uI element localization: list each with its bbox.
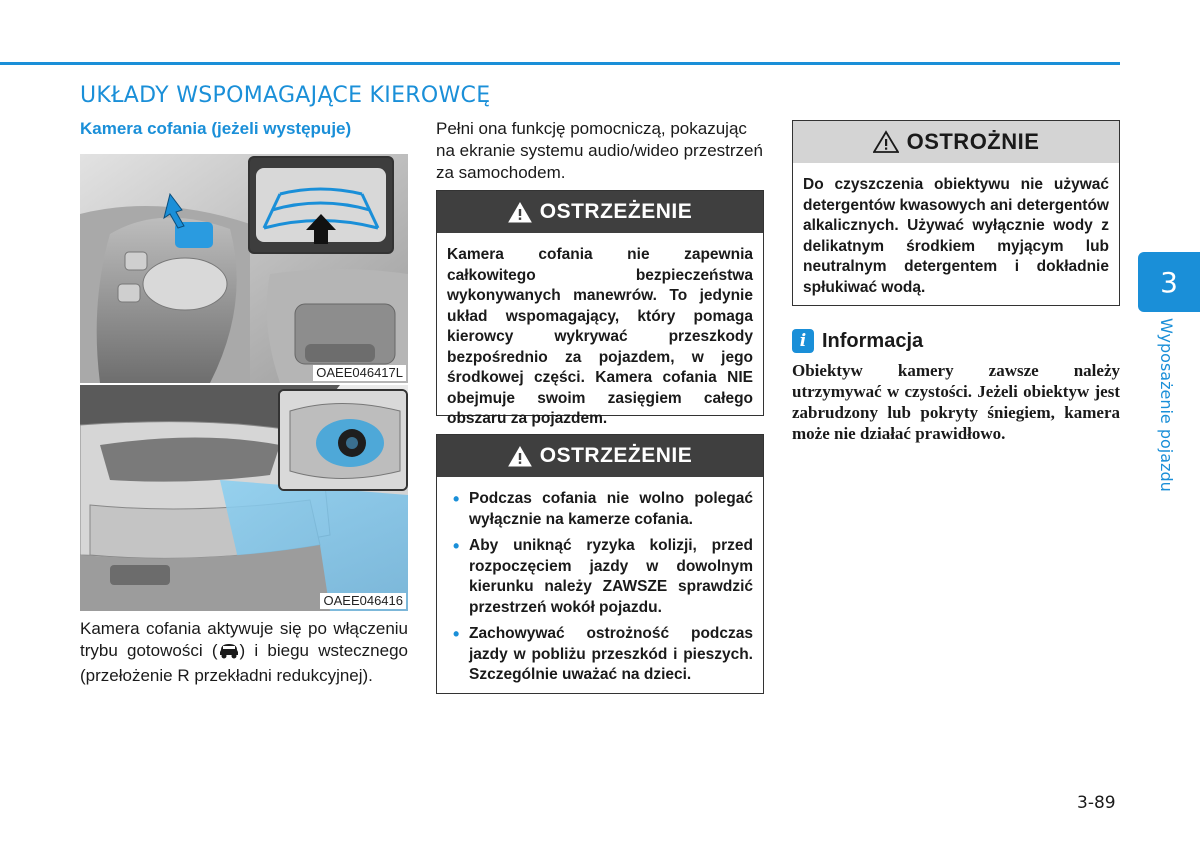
- caution-text: Do czyszczenia obiektywu nie używać detergentów kwasowych ani detergentów alkalicznych. Używać wyłącznie wody z delikatnym środkiem myjącym lub neutralnym detergentem i dokładnie spłukiwać wodą.: [803, 176, 1109, 296]
- section-title: UKŁADY WSPOMAGAJĄCE KIEROWCĘ: [80, 83, 491, 108]
- bullet-icon: •: [453, 489, 460, 509]
- warning-list-body: [437, 477, 763, 686]
- rear-camera-figure: [80, 385, 408, 611]
- warning-triangle-icon: [508, 445, 532, 467]
- camera-closeup-inset: [278, 389, 408, 491]
- figure-code: OAEE046417L: [313, 365, 406, 381]
- info-title: Informacja: [822, 329, 924, 352]
- gear-selector-figure: [80, 154, 408, 383]
- camera-display-inset: [248, 156, 394, 254]
- camera-view-screen: [250, 158, 392, 252]
- header-rule: [0, 62, 1120, 65]
- chapter-tab: 3: [1138, 252, 1200, 312]
- info-heading: [792, 329, 923, 353]
- list-item-text: Aby uniknąć ryzyka kolizji, przed rozpoczęciem jazdy w dowolnym kierunku należy ZAWSZE sprawdzić przestrzeń wokół pojazdu.: [469, 537, 753, 616]
- caption-text-start: Kamera cofania aktywuje się po włączeniu trybu gotowości (: [80, 619, 408, 660]
- warning-title: OSTRZEŻENIE: [539, 200, 693, 223]
- figure-code: OAEE046416: [320, 593, 406, 609]
- info-text: Obiektyw kamery zawsze należy utrzymywać w czystości. Jeżeli obiektyw jest zabrudzony lub pokryty śniegiem, kamera może nie działać prawidłowo.: [792, 361, 1120, 443]
- warning-title: OSTRZEŻENIE: [539, 444, 693, 467]
- page-number: 3-89: [1077, 793, 1116, 813]
- camera-lens-icon: [280, 391, 406, 489]
- warning-list: [447, 489, 753, 686]
- intro-paragraph: Pełni ona funkcję pomocniczą, pokazując na ekranie systemu audio/wideo przestrzeń za samochodem.: [436, 119, 763, 182]
- caution-title: OSTROŻNIE: [906, 129, 1040, 154]
- car-ready-icon: [218, 641, 240, 665]
- info-icon: i: [792, 329, 814, 353]
- warning-box-1: [436, 190, 764, 427]
- list-item-text: Zachowywać ostrożność podczas jazdy w pobliżu przeszkód i pieszych. Szczególnie uważać na dzieci.: [469, 625, 753, 683]
- list-item: [447, 624, 753, 686]
- caution-header: [793, 121, 1119, 163]
- list-item: [447, 536, 753, 618]
- caution-triangle-icon: [873, 130, 899, 154]
- list-item-text: Podczas cofania nie wolno polegać wyłącznie na kamerze cofania.: [469, 490, 753, 528]
- warning-header: [437, 435, 763, 477]
- bullet-icon: •: [453, 536, 460, 556]
- warning-header: [437, 191, 763, 233]
- caution-box: [792, 120, 1120, 306]
- subheading: Kamera cofania (jeżeli występuje): [80, 119, 352, 138]
- list-item: [447, 489, 753, 530]
- bullet-icon: •: [453, 624, 460, 644]
- warning-triangle-icon: [508, 201, 532, 223]
- figure-caption: [80, 618, 408, 687]
- warning-text: Kamera cofania nie zapewnia całkowitego bezpieczeństwa wykonywanych manewrów. To jedynie układ wspomagający, który pomaga kierowcy wykrywać przeszkody bezpośrednio za pojazdem, w jego środkowej części. Kamera cofania NIE obejmuje swoim zasięgiem całego obszaru za pojazdem.: [447, 246, 753, 427]
- warning-box-2: [436, 434, 764, 694]
- caption-text-end: ) i biegu wstecznego (przełożenie R przekładni redukcyjnej).: [80, 641, 409, 685]
- chapter-label: Wyposażenie pojazdu: [1157, 318, 1176, 492]
